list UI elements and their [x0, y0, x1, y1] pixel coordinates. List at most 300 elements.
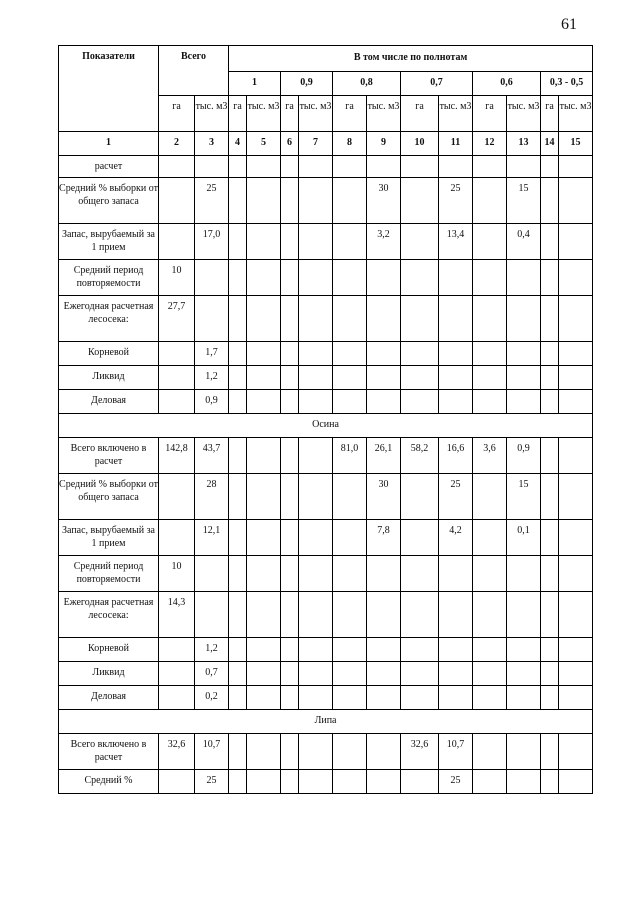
- unit-thous: тыс. м3: [247, 96, 281, 132]
- section-row: [59, 414, 593, 438]
- data-cell: 142,8: [159, 438, 195, 474]
- row-label: Средний % выборки от общего запаса: [59, 178, 159, 224]
- data-cell: [541, 224, 559, 260]
- data-cell: [281, 390, 299, 414]
- data-cell: 30: [367, 474, 401, 520]
- data-cell: [281, 520, 299, 556]
- data-cell: [333, 390, 367, 414]
- data-cell: 32,6: [159, 734, 195, 770]
- data-cell: [473, 260, 507, 296]
- data-cell: [439, 366, 473, 390]
- data-cell: [559, 662, 593, 686]
- table-row: [59, 662, 593, 686]
- data-cell: [367, 638, 401, 662]
- data-cell: 26,1: [367, 438, 401, 474]
- data-cell: [247, 178, 281, 224]
- data-cell: [333, 178, 367, 224]
- unit-ha: га: [401, 96, 439, 132]
- data-cell: [559, 474, 593, 520]
- data-cell: [507, 662, 541, 686]
- table-row: [59, 474, 593, 520]
- data-cell: [299, 556, 333, 592]
- data-cell: [229, 592, 247, 638]
- row-label: Ежегодная расчетная лесосека:: [59, 592, 159, 638]
- data-cell: [195, 592, 229, 638]
- data-cell: [367, 366, 401, 390]
- data-cell: [195, 556, 229, 592]
- data-cell: [439, 390, 473, 414]
- section-title: Липа: [59, 710, 593, 734]
- data-cell: 1,7: [195, 342, 229, 366]
- data-cell: [247, 770, 281, 794]
- unit-ha: га: [281, 96, 299, 132]
- data-cell: [507, 296, 541, 342]
- data-cell: [559, 156, 593, 178]
- data-cell: [247, 224, 281, 260]
- data-cell: 58,2: [401, 438, 439, 474]
- data-cell: [299, 296, 333, 342]
- data-cell: [559, 592, 593, 638]
- table-row: [59, 296, 593, 342]
- data-cell: [559, 342, 593, 366]
- column-number: 3: [195, 132, 229, 156]
- data-cell: [559, 224, 593, 260]
- row-label: Ежегодная расчетная лесосека:: [59, 296, 159, 342]
- column-number: 14: [541, 132, 559, 156]
- table-row: [59, 390, 593, 414]
- data-cell: [333, 662, 367, 686]
- data-cell: [195, 296, 229, 342]
- data-cell: [439, 638, 473, 662]
- data-cell: [541, 438, 559, 474]
- data-cell: [333, 474, 367, 520]
- data-cell: 10,7: [195, 734, 229, 770]
- data-cell: [401, 260, 439, 296]
- data-cell: [333, 592, 367, 638]
- unit-thous: тыс. м3: [299, 96, 333, 132]
- data-cell: [401, 390, 439, 414]
- data-cell: [439, 296, 473, 342]
- data-cell: [247, 390, 281, 414]
- data-cell: [247, 556, 281, 592]
- data-cell: [247, 734, 281, 770]
- data-cell: [559, 770, 593, 794]
- data-cell: [541, 770, 559, 794]
- data-cell: [299, 770, 333, 794]
- data-cell: [247, 156, 281, 178]
- data-cell: [299, 156, 333, 178]
- data-cell: [229, 156, 247, 178]
- data-cell: [229, 438, 247, 474]
- data-cell: [541, 366, 559, 390]
- column-number: 8: [333, 132, 367, 156]
- data-cell: [473, 474, 507, 520]
- data-cell: [473, 342, 507, 366]
- data-cell: [281, 260, 299, 296]
- data-cell: [559, 390, 593, 414]
- data-cell: [559, 296, 593, 342]
- data-cell: 0,1: [507, 520, 541, 556]
- data-cell: [541, 342, 559, 366]
- table-row: [59, 438, 593, 474]
- table-row: [59, 520, 593, 556]
- data-cell: 12,1: [195, 520, 229, 556]
- row-label: Запас, вырубаемый за 1 прием: [59, 224, 159, 260]
- data-cell: [541, 734, 559, 770]
- row-label: Деловая: [59, 686, 159, 710]
- column-number: 12: [473, 132, 507, 156]
- row-label: Корневой: [59, 638, 159, 662]
- unit-thous: тыс. м3: [559, 96, 593, 132]
- data-cell: [473, 156, 507, 178]
- data-cell: [541, 390, 559, 414]
- data-cell: [541, 520, 559, 556]
- data-cell: [559, 366, 593, 390]
- data-cell: 27,7: [159, 296, 195, 342]
- data-cell: [401, 178, 439, 224]
- data-cell: [299, 686, 333, 710]
- data-cell: [247, 662, 281, 686]
- density-header: 0,7: [401, 72, 473, 96]
- data-cell: [299, 224, 333, 260]
- data-cell: [439, 662, 473, 686]
- unit-ha: га: [541, 96, 559, 132]
- data-cell: [507, 366, 541, 390]
- row-label: Деловая: [59, 390, 159, 414]
- data-cell: [299, 734, 333, 770]
- data-cell: [559, 178, 593, 224]
- data-cell: 81,0: [333, 438, 367, 474]
- table-row: [59, 366, 593, 390]
- row-label: расчет: [59, 156, 159, 178]
- data-cell: [473, 686, 507, 710]
- data-cell: [507, 390, 541, 414]
- data-cell: [473, 178, 507, 224]
- data-cell: [229, 556, 247, 592]
- table-row: [59, 342, 593, 366]
- data-cell: [159, 342, 195, 366]
- data-cell: [473, 638, 507, 662]
- data-cell: [299, 438, 333, 474]
- data-cell: [401, 662, 439, 686]
- data-cell: 30: [367, 178, 401, 224]
- page-number: 61: [561, 16, 577, 33]
- data-cell: [507, 592, 541, 638]
- row-label: Средний период повторяемости: [59, 556, 159, 592]
- data-cell: [229, 390, 247, 414]
- data-cell: [367, 592, 401, 638]
- data-cell: [439, 260, 473, 296]
- data-cell: [333, 366, 367, 390]
- data-cell: [299, 474, 333, 520]
- data-cell: [281, 556, 299, 592]
- data-cell: [507, 770, 541, 794]
- data-cell: [229, 260, 247, 296]
- table-row: [59, 224, 593, 260]
- data-cell: 3,6: [473, 438, 507, 474]
- data-cell: [333, 734, 367, 770]
- data-cell: [367, 734, 401, 770]
- table-row: [59, 770, 593, 794]
- data-cell: 16,6: [439, 438, 473, 474]
- data-cell: [559, 260, 593, 296]
- data-cell: [159, 224, 195, 260]
- data-cell: [281, 342, 299, 366]
- data-cell: [229, 686, 247, 710]
- data-cell: [229, 520, 247, 556]
- unit-thous: тыс. м3: [507, 96, 541, 132]
- data-cell: 10,7: [439, 734, 473, 770]
- data-cell: [507, 260, 541, 296]
- data-cell: [299, 178, 333, 224]
- data-cell: 43,7: [195, 438, 229, 474]
- data-cell: [473, 734, 507, 770]
- data-cell: [281, 156, 299, 178]
- data-cell: [281, 686, 299, 710]
- data-cell: 15: [507, 474, 541, 520]
- data-cell: [507, 556, 541, 592]
- data-cell: [507, 734, 541, 770]
- data-cell: [247, 296, 281, 342]
- data-cell: [401, 770, 439, 794]
- data-cell: [507, 638, 541, 662]
- data-cell: [159, 474, 195, 520]
- density-header: 0,9: [281, 72, 333, 96]
- data-cell: [247, 438, 281, 474]
- data-cell: [541, 474, 559, 520]
- data-cell: 25: [439, 474, 473, 520]
- unit-ha: га: [159, 96, 195, 132]
- data-cell: [367, 390, 401, 414]
- data-cell: [333, 342, 367, 366]
- data-cell: [299, 520, 333, 556]
- data-cell: [473, 366, 507, 390]
- column-number: 4: [229, 132, 247, 156]
- data-cell: [229, 366, 247, 390]
- unit-ha: га: [473, 96, 507, 132]
- data-cell: [247, 638, 281, 662]
- data-cell: 25: [439, 770, 473, 794]
- unit-ha: га: [229, 96, 247, 132]
- data-cell: [229, 178, 247, 224]
- data-cell: [439, 592, 473, 638]
- data-cell: [507, 156, 541, 178]
- data-cell: [541, 156, 559, 178]
- row-label: Корневой: [59, 342, 159, 366]
- data-cell: [159, 366, 195, 390]
- unit-thous: тыс. м3: [439, 96, 473, 132]
- data-cell: [281, 178, 299, 224]
- data-cell: [281, 638, 299, 662]
- data-cell: [281, 734, 299, 770]
- data-cell: [473, 592, 507, 638]
- data-cell: [541, 592, 559, 638]
- data-cell: [473, 390, 507, 414]
- table-row: [59, 734, 593, 770]
- row-label: Всего включено в расчет: [59, 734, 159, 770]
- data-cell: [299, 342, 333, 366]
- column-number: 1: [59, 132, 159, 156]
- data-cell: [299, 592, 333, 638]
- data-cell: [473, 224, 507, 260]
- data-cell: [159, 178, 195, 224]
- row-label: Всего включено в расчет: [59, 438, 159, 474]
- data-cell: [541, 662, 559, 686]
- data-cell: [367, 770, 401, 794]
- data-cell: 32,6: [401, 734, 439, 770]
- data-cell: 4,2: [439, 520, 473, 556]
- row-label: Средний период повторяемости: [59, 260, 159, 296]
- data-cell: [541, 260, 559, 296]
- column-number: 7: [299, 132, 333, 156]
- data-cell: 25: [439, 178, 473, 224]
- data-cell: [439, 156, 473, 178]
- data-cell: [541, 296, 559, 342]
- table-row: [59, 260, 593, 296]
- data-cell: [159, 686, 195, 710]
- density-header: 0,6: [473, 72, 541, 96]
- data-cell: [473, 296, 507, 342]
- data-cell: [281, 474, 299, 520]
- data-cell: [367, 156, 401, 178]
- data-cell: [299, 390, 333, 414]
- section-title: Осина: [59, 414, 593, 438]
- data-cell: [281, 770, 299, 794]
- table-row: [59, 556, 593, 592]
- data-cell: 25: [195, 178, 229, 224]
- data-cell: [367, 686, 401, 710]
- data-cell: [559, 638, 593, 662]
- data-cell: [247, 592, 281, 638]
- data-cell: [541, 686, 559, 710]
- data-cell: [281, 662, 299, 686]
- data-cell: [247, 260, 281, 296]
- data-cell: [473, 556, 507, 592]
- data-cell: [333, 520, 367, 556]
- data-cell: [281, 438, 299, 474]
- column-number: 10: [401, 132, 439, 156]
- data-cell: 7,8: [367, 520, 401, 556]
- data-cell: [541, 556, 559, 592]
- row-label: Средний %: [59, 770, 159, 794]
- data-cell: [229, 342, 247, 366]
- data-cell: 10: [159, 260, 195, 296]
- data-cell: [559, 686, 593, 710]
- data-cell: [507, 686, 541, 710]
- data-cell: [559, 520, 593, 556]
- data-cell: [159, 638, 195, 662]
- data-cell: [367, 342, 401, 366]
- data-cell: [401, 342, 439, 366]
- data-cell: [229, 474, 247, 520]
- data-cell: [473, 520, 507, 556]
- data-cell: [401, 474, 439, 520]
- data-cell: [401, 366, 439, 390]
- data-cell: [247, 686, 281, 710]
- data-cell: [333, 638, 367, 662]
- column-number: 13: [507, 132, 541, 156]
- data-cell: [247, 520, 281, 556]
- data-cell: [247, 342, 281, 366]
- data-cell: [367, 296, 401, 342]
- data-cell: [401, 520, 439, 556]
- data-cell: [159, 520, 195, 556]
- data-cell: [299, 366, 333, 390]
- data-cell: [439, 556, 473, 592]
- header-including: В том числе по полнотам: [229, 46, 593, 72]
- data-cell: [401, 156, 439, 178]
- data-cell: [229, 296, 247, 342]
- data-cell: 0,4: [507, 224, 541, 260]
- data-cell: 10: [159, 556, 195, 592]
- data-cell: [439, 686, 473, 710]
- data-cell: [439, 342, 473, 366]
- data-cell: [229, 662, 247, 686]
- data-cell: [559, 556, 593, 592]
- data-cell: [299, 638, 333, 662]
- unit-thous: тыс. м3: [367, 96, 401, 132]
- data-cell: [559, 438, 593, 474]
- data-cell: [229, 224, 247, 260]
- data-cell: [247, 474, 281, 520]
- column-number: 11: [439, 132, 473, 156]
- data-cell: [159, 770, 195, 794]
- data-cell: [281, 592, 299, 638]
- data-cell: 1,2: [195, 638, 229, 662]
- density-header: 1: [229, 72, 281, 96]
- data-cell: [333, 156, 367, 178]
- data-cell: [333, 296, 367, 342]
- data-cell: [401, 296, 439, 342]
- data-cell: [559, 734, 593, 770]
- data-cell: 0,9: [195, 390, 229, 414]
- data-cell: 0,7: [195, 662, 229, 686]
- data-cell: 3,2: [367, 224, 401, 260]
- unit-ha: га: [333, 96, 367, 132]
- data-cell: [229, 734, 247, 770]
- forest-data-table: [58, 45, 593, 794]
- data-cell: [333, 556, 367, 592]
- unit-thous: тыс. м3: [195, 96, 229, 132]
- table-row: [59, 686, 593, 710]
- data-cell: [333, 260, 367, 296]
- data-cell: [159, 156, 195, 178]
- data-cell: [401, 592, 439, 638]
- data-cell: [333, 770, 367, 794]
- data-cell: [195, 260, 229, 296]
- data-cell: [401, 638, 439, 662]
- density-header: 0,3 - 0,5: [541, 72, 593, 96]
- column-number: 6: [281, 132, 299, 156]
- data-cell: 0,2: [195, 686, 229, 710]
- header-indicators: Показатели: [59, 46, 159, 132]
- data-cell: [247, 366, 281, 390]
- data-cell: [281, 224, 299, 260]
- data-cell: [401, 686, 439, 710]
- data-cell: 14,3: [159, 592, 195, 638]
- density-header: 0,8: [333, 72, 401, 96]
- data-cell: [333, 224, 367, 260]
- data-cell: 25: [195, 770, 229, 794]
- data-cell: [159, 390, 195, 414]
- data-cell: [507, 342, 541, 366]
- data-cell: [333, 686, 367, 710]
- data-cell: [299, 260, 333, 296]
- data-cell: [473, 662, 507, 686]
- data-cell: [281, 296, 299, 342]
- data-cell: 15: [507, 178, 541, 224]
- row-label: Запас, вырубаемый за 1 прием: [59, 520, 159, 556]
